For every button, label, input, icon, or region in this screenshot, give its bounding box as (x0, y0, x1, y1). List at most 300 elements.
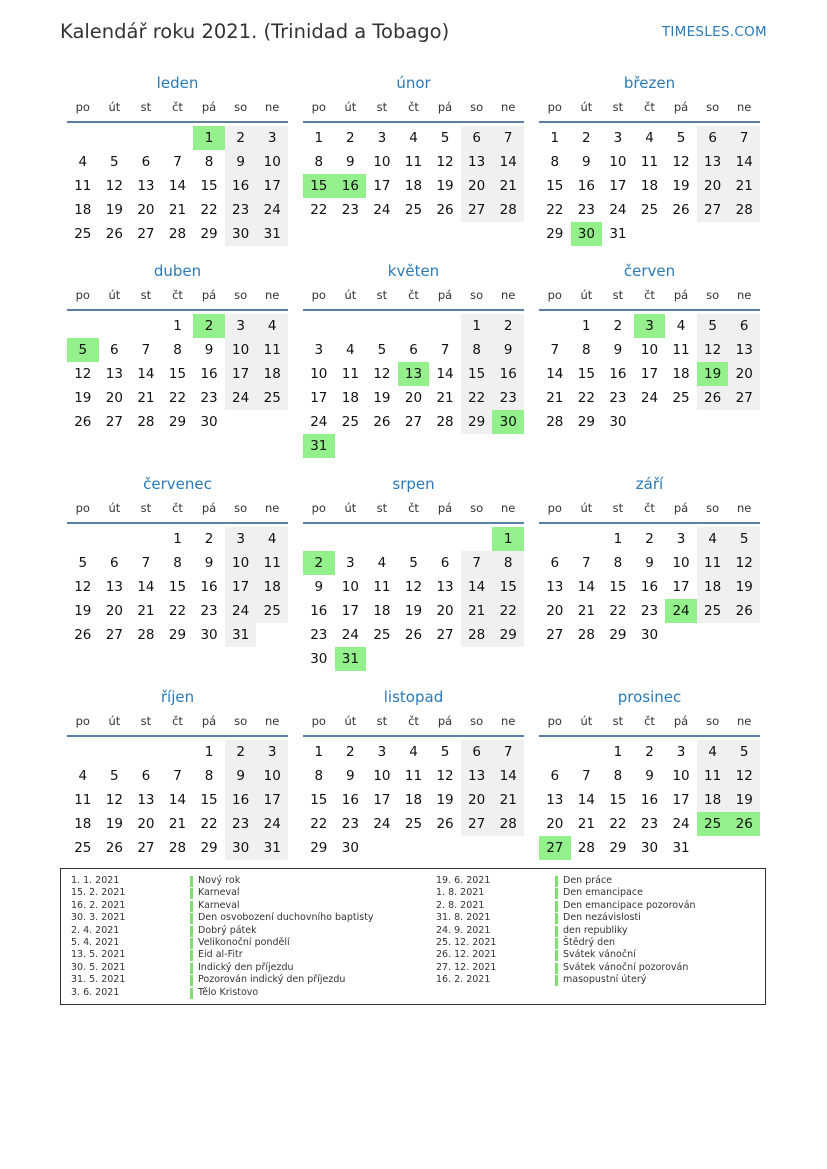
day-cell: 21 (168, 202, 187, 218)
day-cell: 15 (577, 366, 595, 382)
day-cell: 16 (640, 792, 659, 808)
weekday-label: pá (201, 100, 217, 114)
day-cell: 21 (168, 816, 187, 832)
day-cell: 12 (74, 366, 92, 382)
legend-date: 13. 5. 2021 (71, 949, 126, 961)
day-cell: 3 (676, 531, 686, 547)
holiday-day-cell: 25 (697, 812, 729, 836)
month-name: říjen (160, 688, 195, 706)
weekday-label: po (75, 501, 90, 515)
day-cell: 6 (409, 342, 418, 358)
weekday-label: út (580, 288, 593, 302)
month-name: květen (387, 262, 440, 280)
day-cell: 24 (672, 816, 690, 832)
day-cell: 26 (728, 599, 760, 623)
legend-color-marker (190, 963, 193, 974)
day-cell: 9 (204, 342, 214, 358)
legend-row (436, 937, 761, 949)
day-cell: 25 (341, 414, 359, 430)
header-rule (539, 735, 760, 737)
day-cell: 17 (256, 174, 288, 198)
legend-holiday-name: Svátek vánoční pozorován (563, 961, 689, 973)
day-cell: 9 (346, 768, 355, 784)
day-cell: 18 (640, 178, 659, 194)
weekday-label: st (140, 501, 152, 515)
day-cell: 19 (74, 603, 92, 619)
day-cell: 29 (609, 627, 627, 643)
weekday-label: čt (408, 100, 419, 114)
weekday-label: pá (673, 501, 689, 515)
day-cell: 20 (137, 816, 155, 832)
day-cell: 24 (225, 386, 257, 410)
legend-color-marker (555, 963, 558, 974)
legend-date: 26. 12. 2021 (436, 949, 497, 961)
legend-color-marker (190, 926, 193, 937)
legend-date: 25. 12. 2021 (436, 936, 497, 948)
day-cell: 14 (168, 178, 187, 194)
weekday-header (303, 501, 524, 517)
day-cell: 12 (436, 154, 454, 170)
day-cell: 24 (341, 627, 359, 643)
legend-date: 27. 12. 2021 (436, 961, 497, 973)
day-cell: 1 (613, 531, 623, 547)
holiday-day-cell: 19 (697, 362, 729, 386)
day-cell: 30 (609, 414, 627, 430)
legend-date: 31. 8. 2021 (436, 912, 491, 924)
day-cell: 30 (310, 651, 328, 667)
weekday-label: pá (437, 100, 453, 114)
day-cell: 21 (577, 816, 595, 832)
day-cell: 30 (225, 836, 257, 860)
legend-color-marker (190, 988, 193, 999)
weekday-label: po (75, 288, 90, 302)
day-cell: 17 (672, 579, 690, 595)
day-cell: 6 (461, 740, 493, 764)
legend-color-marker (190, 975, 193, 986)
day-cell: 2 (204, 531, 214, 547)
day-cell: 7 (141, 555, 151, 571)
day-cell: 10 (609, 154, 627, 170)
day-cell: 9 (225, 764, 257, 788)
month-name: prosinec (617, 688, 682, 706)
day-cell: 6 (440, 555, 450, 571)
weekday-label: pá (673, 288, 689, 302)
day-cell: 29 (492, 623, 524, 647)
legend-row (436, 900, 761, 912)
day-cell: 17 (341, 603, 359, 619)
weekday-header (303, 100, 524, 116)
day-cell: 3 (676, 744, 686, 760)
day-cell: 31 (672, 840, 690, 856)
weekday-header (67, 501, 288, 517)
day-cell: 24 (256, 812, 288, 836)
day-cell: 5 (728, 527, 760, 551)
weekday-label: čt (644, 714, 655, 728)
day-cell: 27 (461, 198, 493, 222)
day-cell: 24 (310, 414, 328, 430)
day-cell: 9 (346, 154, 355, 170)
day-cell: 25 (74, 840, 92, 856)
day-cell: 13 (461, 764, 493, 788)
day-cell: 14 (546, 366, 564, 382)
day-cell: 31 (256, 222, 288, 246)
holiday-day-cell: 1 (492, 527, 524, 551)
day-cell: 19 (105, 202, 123, 218)
day-cell: 15 (200, 178, 218, 194)
header-rule (303, 121, 524, 123)
day-cell: 11 (341, 366, 359, 382)
legend-row (71, 974, 416, 986)
day-cell: 29 (609, 840, 627, 856)
day-cell: 4 (78, 768, 88, 784)
legend-date: 24. 9. 2021 (436, 924, 491, 936)
day-cell: 31 (609, 226, 627, 242)
day-cell: 14 (728, 150, 760, 174)
day-cell: 28 (168, 840, 187, 856)
legend-row (71, 987, 416, 999)
day-cell: 6 (141, 154, 151, 170)
legend-holiday-name: masopustní úterý (563, 974, 647, 986)
legend-color-marker (190, 950, 193, 961)
header-rule (67, 121, 288, 123)
legend-date: 2. 8. 2021 (436, 899, 485, 911)
legend-row (436, 949, 761, 961)
weekday-label: st (612, 714, 624, 728)
month-name: únor (396, 74, 431, 92)
day-cell: 19 (74, 390, 92, 406)
day-cell: 30 (200, 627, 218, 643)
legend-row (436, 925, 761, 937)
day-cell: 6 (728, 314, 760, 338)
day-cell: 23 (225, 812, 257, 836)
header-rule (67, 735, 288, 737)
day-cell: 10 (256, 764, 288, 788)
day-cell: 23 (640, 816, 659, 832)
day-cell: 2 (225, 126, 257, 150)
day-cell: 3 (256, 740, 288, 764)
weekday-label: st (376, 288, 388, 302)
weekday-label: čt (408, 714, 419, 728)
day-cell: 21 (492, 788, 524, 812)
day-cell: 7 (582, 768, 591, 784)
day-cell: 13 (137, 792, 155, 808)
day-cell: 28 (577, 627, 595, 643)
weekday-label: st (376, 501, 388, 515)
holiday-day-cell: 5 (67, 338, 99, 362)
day-cell: 20 (461, 174, 493, 198)
day-cell: 11 (74, 178, 92, 194)
weekday-header (539, 714, 760, 730)
legend-date: 16. 2. 2021 (71, 899, 126, 911)
day-cell: 25 (404, 816, 423, 832)
holiday-day-cell: 15 (303, 174, 335, 198)
weekday-label: út (108, 714, 121, 728)
day-cell: 10 (373, 768, 391, 784)
day-cell: 10 (672, 768, 690, 784)
legend-date: 1. 8. 2021 (436, 887, 485, 899)
holiday-day-cell: 31 (335, 647, 367, 671)
day-cell: 8 (613, 768, 623, 784)
holiday-day-cell: 2 (193, 314, 225, 338)
legend-color-marker (555, 950, 558, 961)
day-cell: 17 (640, 366, 659, 382)
day-cell: 2 (645, 531, 654, 547)
day-cell: 19 (373, 390, 391, 406)
legend-holiday-name: Nový rok (198, 875, 241, 886)
day-cell: 20 (105, 390, 123, 406)
weekday-label: út (108, 501, 121, 515)
day-cell: 14 (137, 366, 155, 382)
day-cell: 4 (256, 527, 288, 551)
day-cell: 2 (492, 314, 524, 338)
month-name: duben (153, 262, 202, 280)
day-cell: 20 (546, 603, 564, 619)
day-cell: 11 (404, 154, 423, 170)
legend-color-marker (190, 888, 193, 899)
day-cell: 27 (728, 386, 760, 410)
legend-date: 30. 3. 2021 (71, 912, 126, 924)
weekday-label: so (470, 288, 484, 302)
day-cell: 6 (110, 555, 119, 571)
day-cell: 5 (110, 154, 119, 170)
day-cell: 5 (676, 130, 686, 146)
legend-holiday-name: den republiky (563, 924, 628, 936)
day-cell: 23 (200, 390, 218, 406)
weekday-label: čt (644, 288, 655, 302)
legend-date: 1. 1. 2021 (71, 875, 120, 886)
day-cell: 7 (461, 551, 493, 575)
month-name: srpen (392, 475, 435, 493)
header-rule (303, 735, 524, 737)
day-cell: 23 (492, 386, 524, 410)
day-cell: 16 (225, 174, 257, 198)
day-cell: 20 (461, 788, 493, 812)
legend-row (71, 937, 416, 949)
day-cell: 10 (310, 366, 328, 382)
weekday-label: po (547, 501, 562, 515)
holiday-day-cell: 1 (193, 126, 225, 150)
day-cell: 4 (377, 555, 387, 571)
day-cell: 14 (137, 579, 155, 595)
day-cell: 8 (173, 342, 182, 358)
weekday-label: ne (265, 100, 280, 114)
day-cell: 26 (672, 202, 690, 218)
day-cell: 2 (346, 130, 355, 146)
weekday-label: ne (501, 501, 516, 515)
weekday-label: pá (673, 714, 689, 728)
weekday-label: út (344, 100, 357, 114)
header-rule (539, 309, 760, 311)
day-cell: 16 (492, 362, 524, 386)
day-cell: 10 (672, 555, 690, 571)
day-cell: 5 (110, 768, 119, 784)
day-cell: 3 (377, 744, 387, 760)
weekday-label: út (344, 501, 357, 515)
weekday-label: po (75, 714, 90, 728)
day-cell: 14 (168, 792, 187, 808)
day-cell: 27 (436, 627, 454, 643)
day-cell: 26 (436, 816, 454, 832)
day-cell: 22 (492, 599, 524, 623)
day-cell: 7 (492, 740, 524, 764)
weekday-label: pá (437, 714, 453, 728)
day-cell: 22 (310, 202, 328, 218)
day-cell: 3 (225, 314, 257, 338)
day-cell: 1 (314, 744, 324, 760)
brand-link[interactable]: TIMESLES.COM (661, 24, 767, 40)
day-cell: 21 (137, 603, 155, 619)
legend-row (436, 962, 761, 974)
weekday-label: pá (201, 501, 217, 515)
day-cell: 31 (225, 623, 257, 647)
day-cell: 15 (168, 366, 187, 382)
weekday-label: so (234, 501, 248, 515)
day-cell: 19 (105, 816, 123, 832)
day-cell: 7 (141, 342, 151, 358)
day-cell: 21 (577, 603, 595, 619)
day-cell: 26 (697, 386, 729, 410)
weekday-label: čt (408, 501, 419, 515)
weekday-label: st (612, 501, 624, 515)
day-cell: 30 (640, 627, 659, 643)
weekday-label: pá (437, 288, 453, 302)
weekday-label: po (311, 714, 326, 728)
day-cell: 8 (314, 154, 324, 170)
day-cell: 5 (78, 555, 88, 571)
day-cell: 18 (697, 788, 729, 812)
month-name: leden (156, 74, 199, 92)
month-name: září (635, 475, 664, 493)
month-name: červenec (143, 475, 212, 493)
day-cell: 25 (373, 627, 391, 643)
legend-row (71, 962, 416, 974)
weekday-label: po (311, 288, 326, 302)
legend-date: 15. 2. 2021 (71, 887, 126, 899)
legend-color-marker (555, 913, 558, 924)
weekday-label: so (470, 501, 484, 515)
day-cell: 30 (200, 414, 218, 430)
weekday-header (67, 288, 288, 304)
day-cell: 16 (200, 579, 218, 595)
day-cell: 28 (492, 812, 524, 836)
legend-date: 2. 4. 2021 (71, 924, 120, 936)
holiday-day-cell: 3 (634, 314, 666, 338)
legend-color-marker (190, 876, 193, 887)
legend-holiday-name: Den osvobození duchovního baptisty (198, 912, 374, 924)
day-cell: 9 (645, 768, 654, 784)
day-cell: 10 (225, 551, 257, 575)
day-cell: 27 (105, 414, 123, 430)
day-cell: 7 (728, 126, 760, 150)
legend-holiday-name: Štědrý den (563, 936, 616, 948)
day-cell: 20 (404, 390, 423, 406)
day-cell: 16 (609, 366, 627, 382)
day-cell: 14 (577, 579, 595, 595)
weekday-label: st (140, 100, 152, 114)
day-cell: 13 (137, 178, 155, 194)
day-cell: 8 (550, 154, 560, 170)
day-cell: 4 (346, 342, 355, 358)
day-cell: 12 (74, 579, 92, 595)
legend-row (436, 974, 761, 986)
day-cell: 11 (697, 551, 729, 575)
day-cell: 7 (550, 342, 560, 358)
day-cell: 21 (546, 390, 564, 406)
day-cell: 18 (341, 390, 359, 406)
day-cell: 2 (645, 744, 654, 760)
day-cell: 26 (74, 414, 92, 430)
day-cell: 16 (341, 792, 359, 808)
weekday-label: út (580, 100, 593, 114)
weekday-label: pá (201, 288, 217, 302)
day-cell: 11 (672, 342, 690, 358)
day-cell: 28 (728, 198, 760, 222)
legend-color-marker (555, 926, 558, 937)
day-cell: 23 (341, 816, 359, 832)
day-cell: 29 (546, 226, 564, 242)
day-cell: 10 (640, 342, 659, 358)
holiday-day-cell: 13 (398, 362, 430, 386)
legend-color-marker (555, 888, 558, 899)
day-cell: 8 (314, 768, 324, 784)
day-cell: 22 (168, 603, 187, 619)
day-cell: 12 (436, 768, 454, 784)
weekday-label: ne (737, 714, 752, 728)
day-cell: 6 (110, 342, 119, 358)
day-cell: 16 (310, 603, 328, 619)
weekday-header (303, 714, 524, 730)
day-cell: 10 (341, 579, 359, 595)
holiday-day-cell: 30 (571, 222, 603, 246)
day-cell: 4 (78, 154, 88, 170)
day-cell: 23 (310, 627, 328, 643)
day-cell: 2 (346, 744, 355, 760)
holiday-day-cell: 16 (335, 174, 367, 198)
weekday-label: so (706, 714, 720, 728)
day-cell: 19 (728, 788, 760, 812)
day-cell: 9 (582, 154, 591, 170)
day-cell: 11 (640, 154, 659, 170)
day-cell: 25 (74, 226, 92, 242)
day-cell: 13 (461, 150, 493, 174)
header-rule (539, 121, 760, 123)
weekday-label: st (140, 714, 152, 728)
day-cell: 17 (256, 788, 288, 812)
day-cell: 11 (256, 338, 288, 362)
weekday-label: čt (172, 501, 183, 515)
legend-date: 16. 2. 2021 (436, 974, 491, 986)
day-cell: 20 (697, 174, 729, 198)
weekday-label: so (234, 714, 248, 728)
day-cell: 22 (609, 816, 627, 832)
day-cell: 22 (200, 202, 218, 218)
weekday-header (539, 100, 760, 116)
weekday-label: čt (172, 714, 183, 728)
weekday-label: ne (265, 501, 280, 515)
day-cell: 20 (105, 603, 123, 619)
day-cell: 28 (546, 414, 564, 430)
day-cell: 27 (404, 414, 423, 430)
day-cell: 26 (105, 840, 123, 856)
day-cell: 25 (256, 599, 288, 623)
day-cell: 1 (173, 318, 182, 334)
day-cell: 17 (225, 575, 257, 599)
weekday-label: so (470, 714, 484, 728)
holiday-day-cell: 27 (539, 836, 571, 860)
legend-color-marker (190, 913, 193, 924)
day-cell: 27 (697, 198, 729, 222)
day-cell: 17 (373, 792, 391, 808)
